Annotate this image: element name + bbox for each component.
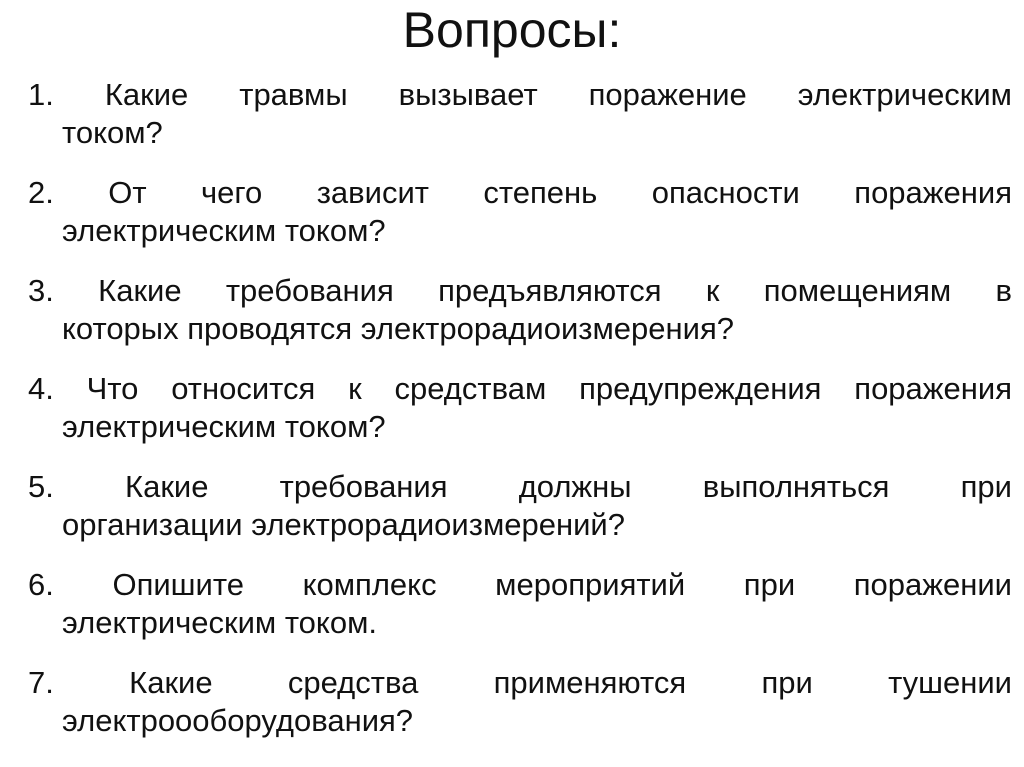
question-line: электрическим током? xyxy=(62,213,386,248)
question-line: которых проводятся электрорадиоизмерения? xyxy=(62,311,734,346)
list-item xyxy=(28,468,1012,544)
question-line: 2. От чего зависит степень опасности поражения xyxy=(28,175,1012,210)
question-line: 1. Какие травмы вызывает поражение электрическим xyxy=(28,77,1012,112)
list-item xyxy=(28,76,1012,152)
question-line: электрическим током? xyxy=(62,409,386,444)
question-line: 7. Какие средства применяются при тушении xyxy=(28,665,1012,700)
question-line: 6. Опишите комплекс мероприятий при поражении xyxy=(28,567,1012,602)
question-line: 4. Что относится к средствам предупреждения поражения xyxy=(28,371,1012,406)
question-list xyxy=(28,76,1012,762)
list-item xyxy=(28,566,1012,642)
list-item xyxy=(28,664,1012,740)
list-item xyxy=(28,174,1012,250)
list-item xyxy=(28,370,1012,446)
question-line: 5. Какие требования должны выполняться при xyxy=(28,469,1012,504)
question-line: электрическим током. xyxy=(62,605,377,640)
page-title: Вопросы: xyxy=(402,2,622,58)
question-line: электроооборудования? xyxy=(62,703,414,738)
question-line: организации электрорадиоизмерений? xyxy=(62,507,625,542)
list-item xyxy=(28,272,1012,348)
question-line: 3. Какие требования предъявляются к помещениям в xyxy=(28,273,1012,308)
question-line: током? xyxy=(62,115,163,150)
